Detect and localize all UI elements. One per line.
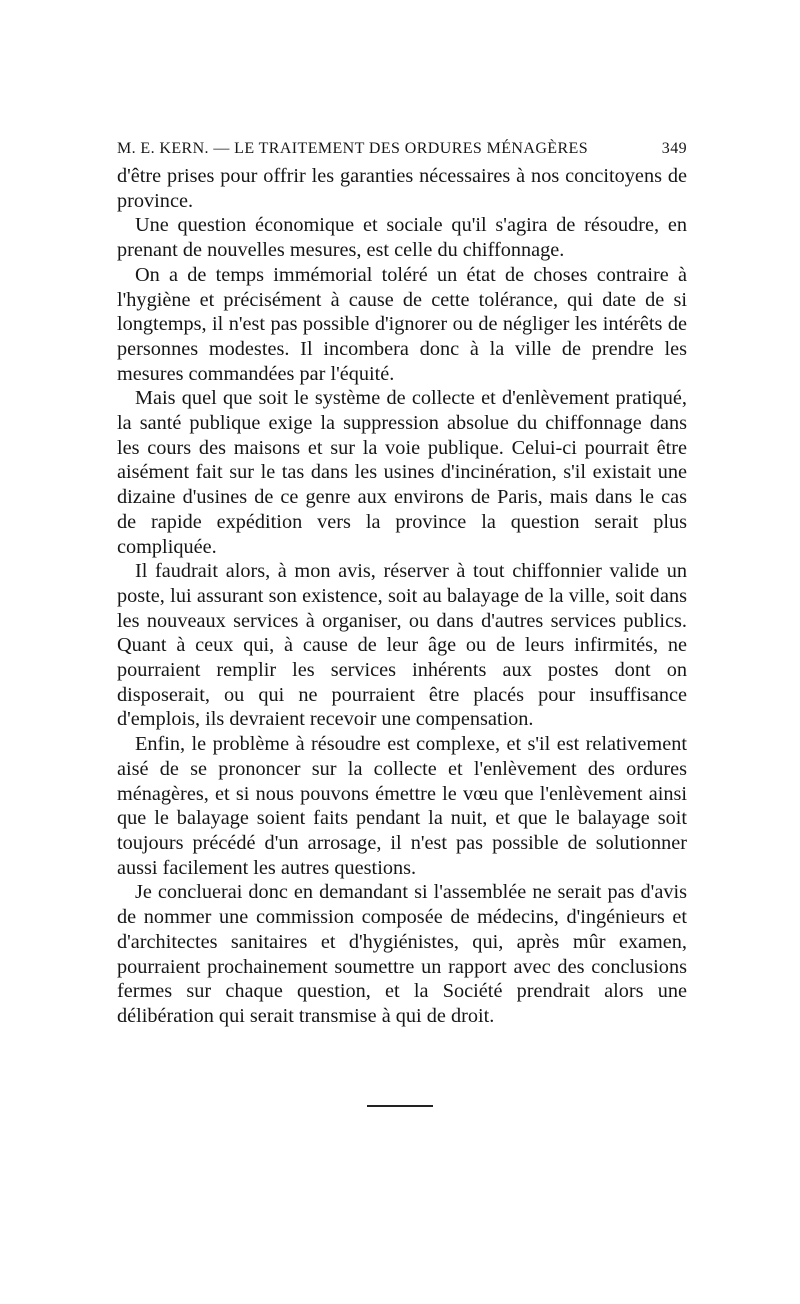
page-number: 349 — [661, 140, 687, 157]
paragraph-hygiene-tolerance: On a de temps immémorial toléré un état de choses contraire à l'hygiène et précisément à cause de cette tolérance, qui date de si longtemps, il n'est pas possible d'ignorer ou de négliger les intérêts de personnes modestes. Il incombera donc à la ville de prendre les mesures commandées par l'équité. — [117, 263, 687, 385]
paragraph-conclusion: Je concluerai donc en demandant si l'assemblée ne serait pas d'avis de nommer une commission composée de médecins, d'ingénieurs et d'architectes sanitaires et d'hygiénistes, qui, après mûr examen, pourraient prochainement soumettre un rapport avec des conclusions fermes sur chaque question, et la Société prendrait alors une délibération qui serait transmise à qui de droit. — [117, 881, 687, 1027]
body-text — [117, 164, 687, 1029]
paragraph-public-health: Mais quel que soit le système de collecte et d'enlèvement pratiqué, la santé publique exige la suppression absolue du chiffonnage dans les cours des maisons et sur la voie publique. Celui-ci pourrait être aisément fait sur le tas dans les usines d'incinération, s'il existait une dizaine d'usines de ce genre aux environs de Paris, mais dans le cas de rapide expédition vers la province la question serait plus compliquée. — [117, 387, 687, 558]
running-head — [117, 140, 687, 158]
book-page — [117, 140, 687, 1029]
paragraph-continued: d'être prises pour offrir les garanties nécessaires à nos concitoyens de province. — [117, 165, 687, 212]
end-rule-divider — [367, 1105, 433, 1107]
paragraph-chiffonnage-question: Une question économique et sociale qu'il s'agira de résoudre, en prenant de nouvelles mesures, est celle du chiffonnage. — [117, 214, 687, 262]
paragraph-complex-problem: Enfin, le problème à résoudre est complexe, et s'il est relativement aisé de se prononcer sur la collecte et l'enlèvement des ordures ménagères, et si nous pouvons émettre le vœu que l'enlèvement ainsi que le balayage soient faits pendant la nuit, et que le balayage soit toujours précédé d'un arrosage, il n'est pas possible de solutionner aussi facilement les autres questions. — [117, 733, 687, 879]
running-title: M. E. KERN. — LE TRAITEMENT DES ORDURES MÉNAGÈRES — [117, 140, 589, 157]
paragraph-chiffonnier-posts: Il faudrait alors, à mon avis, réserver à tout chiffonnier valide un poste, lui assurant son existence, soit au balayage de la ville, soit dans les nouveaux services à organiser, ou dans d'autres services publics. Quant à ceux qui, à cause de leur âge ou de leurs infirmités, ne pourraient remplir les services inhérents aux postes dont on disposerait, ou qui ne pourraient être placés pour insuffisance d'emplois, ils devraient recevoir une compensation. — [117, 560, 687, 731]
